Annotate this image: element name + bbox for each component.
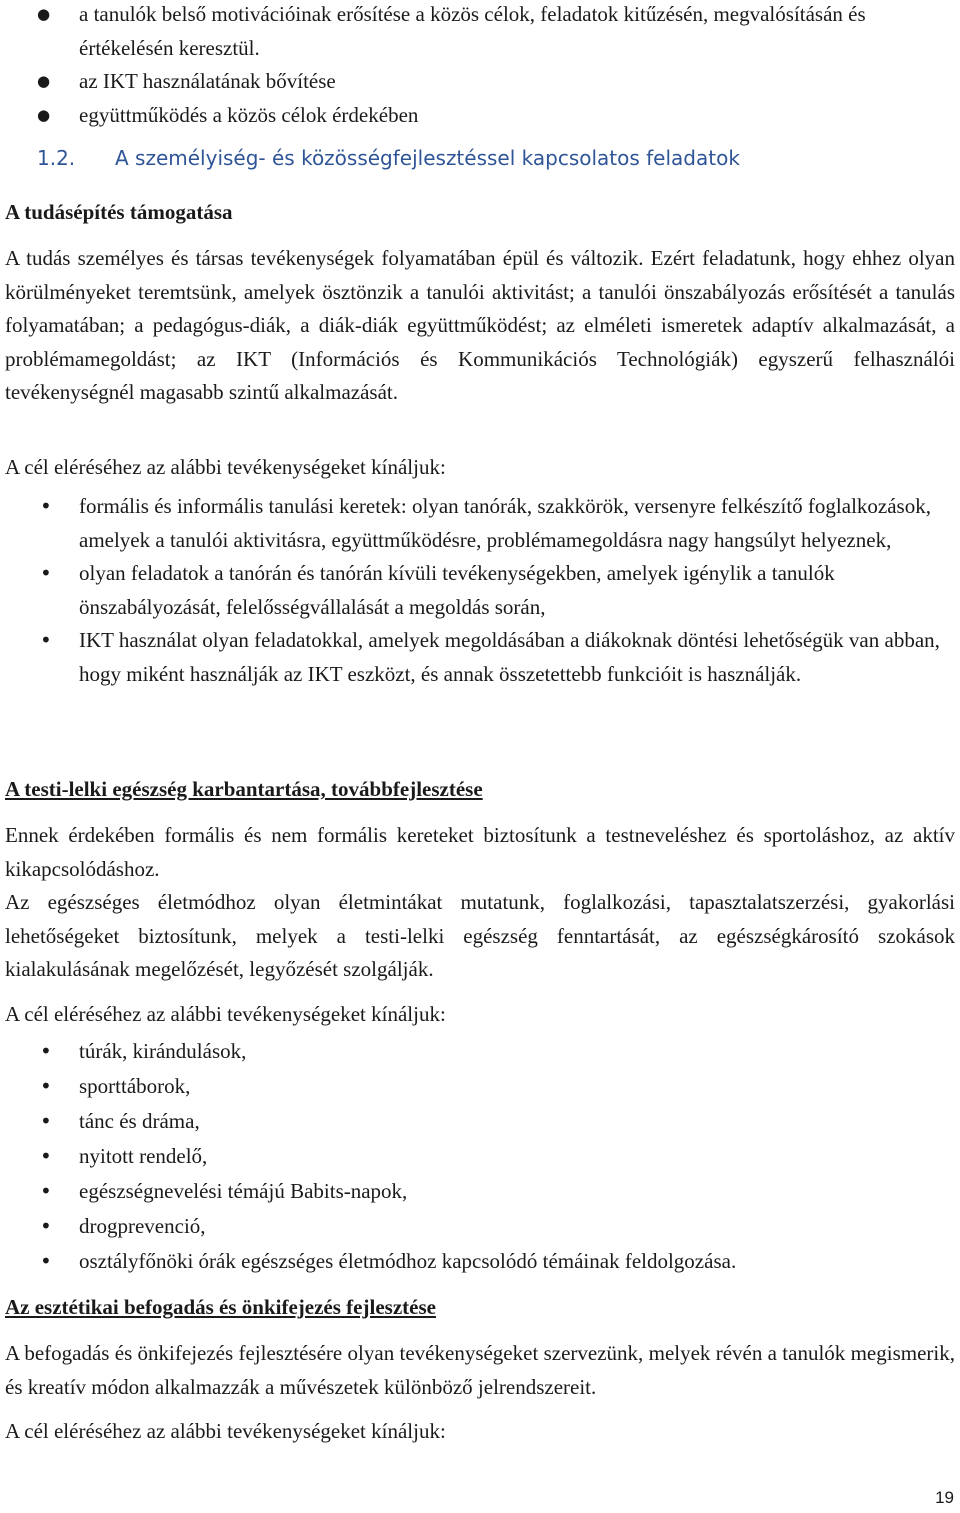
health-paragraph-1: Ennek érdekében formális és nem formális kereteket biztosítunk a testneveléshez és sportoláshoz, az aktív kikapcsolódáshoz. <box>5 823 955 881</box>
list-item: • tánc és dráma, <box>5 1104 955 1139</box>
section-heading <box>37 142 740 174</box>
health-list <box>5 1034 955 1279</box>
knowledge-list <box>5 490 955 691</box>
knowledge-lead: A cél eléréséhez az alábbi tevékenységeket kínáljuk: <box>5 455 446 479</box>
section-number: 1.2. <box>37 146 76 170</box>
list-item: • nyitott rendelő, <box>5 1139 955 1174</box>
aesthetic-lead: A cél eléréséhez az alábbi tevékenységeket kínáljuk: <box>5 1419 446 1443</box>
list-item: ● a tanulók belső motivációinak erősítése a közös célok, feladatok kitűzésén, megvalósításán és értékelésén keresztül. <box>5 0 955 65</box>
health-lead: A cél eléréséhez az alábbi tevékenységeket kínáljuk: <box>5 1002 446 1026</box>
section-title: A személyiség- és közösségfejlesztéssel kapcsolatos feladatok <box>115 146 740 170</box>
list-item: • IKT használat olyan feladatokkal, amelyek megoldásában a diákoknak döntési lehetőségük van abban, hogy miként használják az IKT eszközt, és annak összetettebb funkcióit is használják. <box>5 624 955 691</box>
page-number: 19 <box>935 1488 954 1507</box>
list-item: • sporttáborok, <box>5 1069 955 1104</box>
aesthetic-paragraph: A befogadás és önkifejezés fejlesztésére olyan tevékenységeket szervezünk, melyek révén a tanulók megismerik, és kreatív módon alkalmazzák a művészetek különböző jelrendszereit. <box>5 1341 955 1399</box>
list-item: ● az IKT használatának bővítése <box>5 65 955 99</box>
list-item: • olyan feladatok a tanórán és tanórán kívüli tevékenységekben, amelyek igénylik a tanulók önszabályozását, felelősségvállalását a megoldás során, <box>5 557 955 624</box>
list-item: • drogprevenció, <box>5 1209 955 1244</box>
list-item: • egészségnevelési témájú Babits-napok, <box>5 1174 955 1209</box>
list-item: • osztályfőnöki órák egészséges életmódhoz kapcsolódó témáinak feldolgozása. <box>5 1244 955 1279</box>
intro-list <box>5 0 955 132</box>
aesthetic-heading: Az esztétikai befogadás és önkifejezés fejlesztése <box>5 1295 436 1319</box>
health-paragraph-2: Az egészséges életmódhoz olyan életmintákat mutatunk, foglalkozási, tapasztalatszerzési, gyakorlási lehetőségeket biztosítunk, melyek a testi-lelki egészség fenntartását, az egészségkárosító szokások kialakulásának megelőzését, legyőzését szolgálják. <box>5 890 955 981</box>
list-item: • túrák, kirándulások, <box>5 1034 955 1069</box>
list-item: ● együttműködés a közös célok érdekében <box>5 99 955 133</box>
list-item: • formális és informális tanulási keretek: olyan tanórák, szakkörök, versenyre felkészítő foglalkozások, amelyek a tanulói aktivitásra, együttműködésre, problémamegoldásra nagy hangsúlyt helyeznek, <box>5 490 955 557</box>
health-heading: A testi-lelki egészség karbantartása, továbbfejlesztése <box>5 777 483 801</box>
knowledge-heading: A tudásépítés támogatása <box>5 200 233 224</box>
knowledge-paragraph: A tudás személyes és társas tevékenységek folyamatában épül és változik. Ezért feladatunk, hogy ehhez olyan körülményeket teremtsünk, amelyek ösztönzik a tanulói aktivitást; a tanulói önszabályozás erősítését a tanulás folyamatában; a pedagógus-diák, a diák-diák együttműködést; az elméleti ismeretek adaptív alkalmazását, a problémamegoldást; az IKT (Információs és Kommunikációs Technológiák) egyszerű felhasználói tevékenységnél magasabb szintű alkalmazását. <box>5 246 955 404</box>
